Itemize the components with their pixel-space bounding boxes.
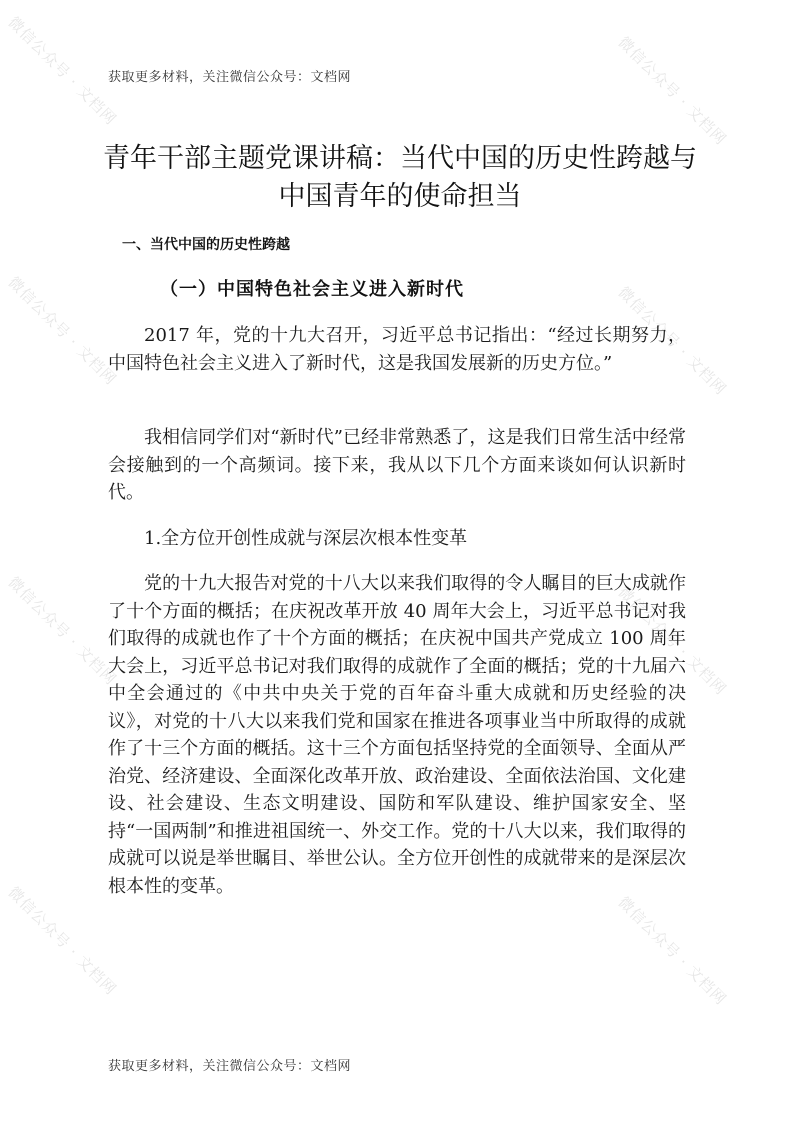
footer-note: 获取更多材料，关注微信公众号：文档网 — [108, 1059, 352, 1074]
watermark: 微信公众号 · 文档网 — [614, 283, 731, 399]
watermark: 微信公众号 · 文档网 — [4, 273, 121, 389]
watermark: 微信公众号 · 文档网 — [614, 583, 731, 699]
header-note: 获取更多材料，关注微信公众号：文档网 — [108, 70, 352, 85]
document-title: 青年干部主题党课讲稿：当代中国的历史性跨越与中国青年的使命担当 — [103, 143, 697, 212]
paragraph-1: 2017 年，党的十九大召开，习近平总书记指出：“经过长期努力，中国特色社会主义进入了新时代，这是我国发展新的历史方位。” — [108, 325, 686, 374]
paragraph-2: 我相信同学们对“新时代”已经非常熟悉了，这是我们日常生活中经常会接触到的一个高频词。接下来，我从以下几个方面来谈如何认识新时代。 — [108, 427, 686, 503]
watermark: 微信公众号 · 文档网 — [4, 883, 121, 999]
paragraph-3-heading: 1.全方位开创性成就与深层次根本性变革 — [144, 528, 468, 549]
paragraph-4: 党的十九大报告对党的十八大以来我们取得的令人瞩目的巨大成就作了十个方面的概括；在庆祝改革开放 40 周年大会上，习近平总书记对我们取得的成就也作了十个方面的概括；在庆祝中国共产党成立 100 周年大会上，习近平总书记对我们取得的成就作了全面的概括；党的十九届六中全会通过的《中共中央关于党的百年奋斗重大成就和历史经验的决议》，对党的十八大以来我们党和国家在推进各项事业当中所取得的成就作了十三个方面的概括。这十三个方面包括坚持党的全面领导、全面从严治党、经济建设、全面深化改革开放、政治建设、全面依法治国、文化建设、社会建设、生态文明建设、国防和军队建设、维护国家安全、坚持“一国两制”和推进祖国统一、外交工作。党的十八大以来，我们取得的成就可以说是举世瞩目、举世公认。全方位开创性的成就带来的是深层次根本性的变革。 — [108, 573, 686, 897]
section-heading: 一、当代中国的历史性跨越 — [122, 237, 290, 253]
watermark: 微信公众号 · 文档网 — [614, 893, 731, 1009]
watermark: 微信公众号 · 文档网 — [4, 573, 121, 689]
watermark: 微信公众号 · 文档网 — [4, 13, 121, 129]
watermark: 微信公众号 · 文档网 — [614, 33, 731, 149]
subsection-heading: （一）中国特色社会主义进入新时代 — [160, 279, 464, 300]
